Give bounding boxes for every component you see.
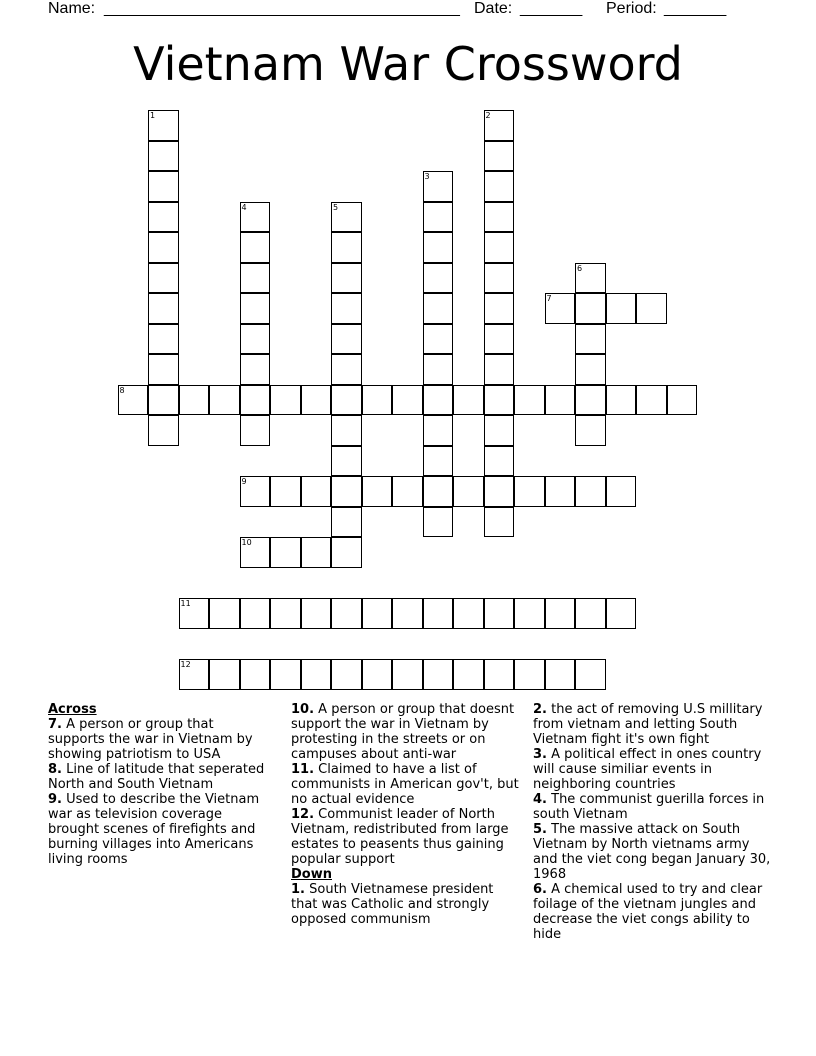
- grid-cell[interactable]: [392, 659, 423, 690]
- clue-text: The massive attack on South Vietnam by North vietnams army and the viet cong began January 30, 1968: [533, 822, 771, 882]
- grid-cell[interactable]: [545, 659, 576, 690]
- cell-number: 3: [424, 172, 430, 181]
- clue-number: 10.: [291, 702, 315, 717]
- cell-number: 12: [180, 660, 191, 669]
- grid-cell[interactable]: [179, 385, 210, 416]
- grid-cell[interactable]: [545, 476, 576, 507]
- cell-number: 2: [485, 111, 491, 120]
- clue-number: 7.: [48, 717, 62, 732]
- grid-cell[interactable]: [118, 385, 149, 416]
- grid-cell[interactable]: [575, 415, 606, 446]
- grid-cell[interactable]: [331, 293, 362, 324]
- grid-cell[interactable]: [423, 324, 454, 355]
- across-clue-9: [48, 792, 270, 867]
- down-clue-2: [533, 702, 773, 747]
- clue-text: Claimed to have a list of communists in American gov't, but no actual evidence: [291, 762, 519, 807]
- grid-cell[interactable]: [240, 202, 271, 233]
- grid-cell[interactable]: [423, 202, 454, 233]
- grid-cell[interactable]: [453, 659, 484, 690]
- clue-number: 12.: [291, 807, 315, 822]
- clue-number: 3.: [533, 747, 547, 762]
- name-label: Name:: [48, 0, 96, 17]
- grid-cell[interactable]: [392, 476, 423, 507]
- down-heading: Down: [291, 867, 332, 882]
- grid-cell[interactable]: [148, 141, 179, 172]
- clue-number: 8.: [48, 762, 62, 777]
- grid-cell[interactable]: [575, 354, 606, 385]
- cell-number: 10: [241, 538, 252, 547]
- grid-cell[interactable]: [331, 476, 362, 507]
- across-clue-7: [48, 717, 270, 762]
- grid-cell[interactable]: [331, 385, 362, 416]
- grid-cell[interactable]: [423, 354, 454, 385]
- clue-number: 11.: [291, 762, 315, 777]
- date-field[interactable]: _______: [520, 0, 583, 17]
- grid-cell[interactable]: [179, 659, 210, 690]
- grid-cell[interactable]: [423, 385, 454, 416]
- grid-cell[interactable]: [423, 507, 454, 538]
- cell-number: 9: [241, 477, 247, 486]
- grid-cell[interactable]: [331, 202, 362, 233]
- grid-cell[interactable]: [331, 446, 362, 477]
- clue-number: 9.: [48, 792, 62, 807]
- clue-number: 1.: [291, 882, 305, 897]
- down-clue-4: [533, 792, 773, 822]
- grid-cell[interactable]: [270, 385, 301, 416]
- grid-cell[interactable]: [392, 385, 423, 416]
- grid-cell[interactable]: [423, 263, 454, 294]
- grid-cell[interactable]: [270, 537, 301, 568]
- grid-cell[interactable]: [484, 263, 515, 294]
- cell-number: 5: [333, 202, 339, 212]
- grid-cell[interactable]: [575, 324, 606, 355]
- grid-cell[interactable]: [575, 263, 606, 294]
- grid-cell[interactable]: [209, 598, 240, 629]
- grid-cell[interactable]: [484, 354, 515, 385]
- grid-cell[interactable]: [362, 385, 393, 416]
- grid-cell[interactable]: [240, 415, 271, 446]
- grid-cell[interactable]: [270, 659, 301, 690]
- clue-number: 6.: [533, 882, 547, 897]
- grid-cell[interactable]: [484, 324, 515, 355]
- grid-cell[interactable]: [240, 537, 271, 568]
- grid-cell[interactable]: [575, 385, 606, 416]
- down-clue-6: [533, 882, 773, 942]
- grid-cell[interactable]: [331, 537, 362, 568]
- grid-cell[interactable]: [240, 232, 271, 263]
- grid-cell[interactable]: [240, 476, 271, 507]
- grid-cell[interactable]: [148, 293, 179, 324]
- grid-cell[interactable]: [362, 598, 393, 629]
- grid-cell[interactable]: [240, 263, 271, 294]
- grid-cell[interactable]: [240, 324, 271, 355]
- clue-number: 2.: [533, 702, 547, 717]
- page-title: Vietnam War Crossword: [133, 37, 683, 91]
- cell-number: 6: [577, 263, 583, 273]
- grid-cell[interactable]: [453, 476, 484, 507]
- grid-cell[interactable]: [545, 385, 576, 416]
- grid-cell[interactable]: [545, 598, 576, 629]
- date-label: Date:: [474, 0, 513, 17]
- grid-cell[interactable]: [545, 293, 576, 324]
- down-clue-3: [533, 747, 773, 792]
- clue-text: A chemical used to try and clear foilage of the vietnam jungles and decrease the viet congs ability to hide: [533, 882, 763, 942]
- grid-cell[interactable]: [484, 476, 515, 507]
- grid-cell[interactable]: [514, 598, 545, 629]
- grid-cell[interactable]: [606, 476, 637, 507]
- grid-cell[interactable]: [331, 598, 362, 629]
- grid-cell[interactable]: [331, 354, 362, 385]
- grid-cell[interactable]: [240, 385, 271, 416]
- clue-number: 4.: [533, 792, 547, 807]
- grid-cell[interactable]: [484, 171, 515, 202]
- cell-number: 11: [180, 599, 191, 608]
- grid-cell[interactable]: [209, 385, 240, 416]
- clue-text: Communist leader of North Vietnam, redistributed from large estates to peasents thus gaining popular support: [291, 807, 509, 867]
- name-field[interactable]: ________________________________________: [104, 0, 460, 17]
- grid-cell[interactable]: [331, 232, 362, 263]
- grid-cell[interactable]: [331, 324, 362, 355]
- grid-cell[interactable]: [484, 110, 515, 141]
- grid-cell[interactable]: [423, 171, 454, 202]
- grid-cell[interactable]: [148, 202, 179, 233]
- across-heading: Across: [48, 702, 97, 717]
- grid-cell[interactable]: [484, 232, 515, 263]
- across-clue-8: [48, 762, 270, 792]
- across-clue-10: [291, 702, 523, 762]
- grid-cell[interactable]: [148, 354, 179, 385]
- grid-cell[interactable]: [453, 385, 484, 416]
- clue-text: Line of latitude that seperated North and South Vietnam: [48, 762, 265, 792]
- grid-cell[interactable]: [514, 385, 545, 416]
- clue-text: the act of removing U.S millitary from vietnam and letting South Vietnam fight it's own fight: [533, 702, 763, 747]
- grid-cell[interactable]: [331, 659, 362, 690]
- grid-cell[interactable]: [484, 659, 515, 690]
- across-clue-12: [291, 807, 523, 867]
- period-field[interactable]: _______: [664, 0, 727, 17]
- grid-cell[interactable]: [484, 385, 515, 416]
- grid-cell[interactable]: [484, 141, 515, 172]
- grid-cell[interactable]: [606, 385, 637, 416]
- grid-cell[interactable]: [514, 659, 545, 690]
- grid-cell[interactable]: [423, 415, 454, 446]
- grid-cell[interactable]: [362, 476, 393, 507]
- clues-column-3: [533, 702, 773, 942]
- grid-cell[interactable]: [392, 598, 423, 629]
- down-clue-5: [533, 822, 773, 882]
- clues-column-1: [48, 702, 270, 867]
- grid-cell[interactable]: [240, 354, 271, 385]
- grid-cell[interactable]: [148, 263, 179, 294]
- grid-cell[interactable]: [240, 659, 271, 690]
- clue-text: Used to describe the Vietnam war as television coverage brought scenes of firefights and burning villages into Americans living rooms: [48, 792, 260, 867]
- grid-cell[interactable]: [209, 659, 240, 690]
- grid-cell[interactable]: [148, 232, 179, 263]
- cell-number: 7: [546, 294, 552, 303]
- grid-cell[interactable]: [301, 476, 332, 507]
- grid-cell[interactable]: [575, 598, 606, 629]
- clue-text: A political effect in ones country will cause similiar events in neighboring countries: [533, 747, 762, 792]
- grid-cell[interactable]: [148, 385, 179, 416]
- grid-cell[interactable]: [148, 415, 179, 446]
- grid-cell[interactable]: [423, 232, 454, 263]
- grid-cell[interactable]: [331, 507, 362, 538]
- grid-cell[interactable]: [148, 171, 179, 202]
- grid-cell[interactable]: [179, 598, 210, 629]
- grid-cell[interactable]: [484, 293, 515, 324]
- grid-cell[interactable]: [575, 476, 606, 507]
- clues-column-2: [291, 702, 523, 927]
- grid-cell[interactable]: [484, 598, 515, 629]
- grid-cell[interactable]: [484, 202, 515, 233]
- grid-cell[interactable]: [240, 293, 271, 324]
- grid-cell[interactable]: [423, 476, 454, 507]
- across-clue-11: [291, 762, 523, 807]
- grid-cell[interactable]: [484, 446, 515, 477]
- grid-cell[interactable]: [606, 293, 637, 324]
- grid-cell[interactable]: [484, 415, 515, 446]
- grid-cell[interactable]: [301, 598, 332, 629]
- period-label: Period:: [606, 0, 657, 17]
- grid-cell[interactable]: [423, 293, 454, 324]
- grid-cell[interactable]: [331, 263, 362, 294]
- grid-cell[interactable]: [423, 659, 454, 690]
- clue-number: 5.: [533, 822, 547, 837]
- grid-cell[interactable]: [636, 293, 667, 324]
- clue-text: The communist guerilla forces in south Vietnam: [533, 792, 765, 822]
- grid-cell[interactable]: [423, 446, 454, 477]
- grid-cell[interactable]: [575, 293, 606, 324]
- grid-cell[interactable]: [331, 415, 362, 446]
- grid-cell[interactable]: [484, 507, 515, 538]
- grid-cell[interactable]: [362, 659, 393, 690]
- grid-cell[interactable]: [514, 476, 545, 507]
- cell-number: 8: [119, 385, 125, 395]
- grid-cell[interactable]: [270, 598, 301, 629]
- down-clue-1: [291, 882, 523, 927]
- grid-cell[interactable]: [240, 598, 271, 629]
- grid-cell[interactable]: [301, 659, 332, 690]
- grid-cell[interactable]: [606, 598, 637, 629]
- grid-cell[interactable]: [301, 537, 332, 568]
- cell-number: 1: [150, 111, 156, 120]
- clue-text: A person or group that supports the war in Vietnam by showing patriotism to USA: [48, 717, 253, 762]
- clue-text: South Vietnamese president that was Catholic and strongly opposed communism: [291, 882, 494, 927]
- grid-cell[interactable]: [423, 598, 454, 629]
- grid-cell[interactable]: [270, 476, 301, 507]
- clue-text: A person or group that doesnt support the war in Vietnam by protesting in the streets or on campuses about anti-war: [291, 702, 515, 762]
- grid-cell[interactable]: [453, 598, 484, 629]
- cell-number: 4: [241, 202, 247, 212]
- grid-cell[interactable]: [667, 385, 698, 416]
- grid-cell[interactable]: [575, 659, 606, 690]
- grid-cell[interactable]: [301, 385, 332, 416]
- grid-cell[interactable]: [148, 324, 179, 355]
- grid-cell[interactable]: [636, 385, 667, 416]
- grid-cell[interactable]: [148, 110, 179, 141]
